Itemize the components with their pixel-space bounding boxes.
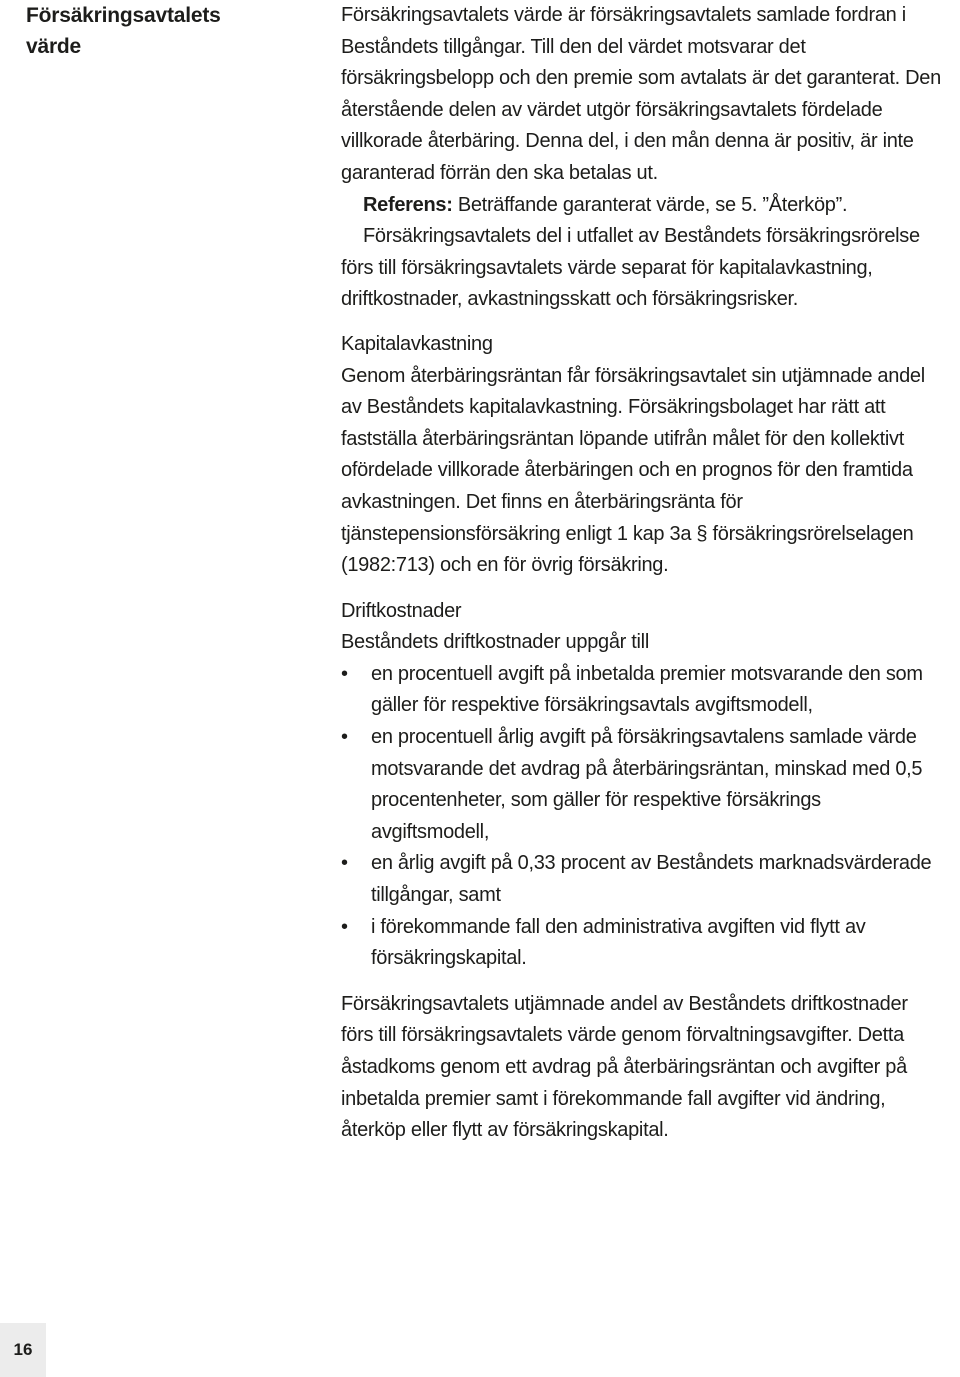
list-item-text: en årlig avgift på 0,33 procent av Beståndets marknadsvärderade tillgångar, samt [371,852,932,907]
reference-note [341,190,941,222]
paragraph-result-allocation: Försäkringsavtalets del i utfallet av Beståndets försäkringsrörelse förs till försäkringsavtalets värde separat för kapitalavkastning, driftkostnader, avkastningsskatt och försäkringsrisker. [341,225,920,311]
bullet-icon: • [341,662,348,685]
paragraph-capital-return: Genom återbäringsräntan får försäkringsavtalet sin utjämnade andel av Beståndets kapitalavkastning. Försäkringsbolaget har rätt att fastställa återbäringsräntan löpande utifrån målet för den kollektivt ofördelade villkorade återbäringen och en prognos för den framtida avkastningen. Det finns en återbäringsränta för tjänstepensionsförsäkring enligt 1 kap 3a § försäkringsrörelselagen (1982:713) och en för övrig försäkring. [341,364,925,577]
main-content [341,0,941,1147]
paragraph-costs-intro: Beståndets driftkostnader uppgår till [341,631,649,654]
list-item [341,848,941,911]
reference-label: Referens: [363,193,453,216]
paragraph-value-definition: Försäkringsavtalets värde är försäkringsavtalets samlade fordran i Beståndets tillgångar. Till den del värdet motsvarar det försäkringsbelopp och den premie som avtalats är det garanterat. Den återstående delen av värdet utgör försäkringsavtalets fördelade villkorade återbäring. Denna del, i den mån denna är positiv, är inte garanterad förrän den ska betalas ut. [341,4,941,184]
bullet-icon: • [341,915,348,938]
list-item-text: en procentuell avgift på inbetalda premier motsvarande den som gäller för respektive försäkringsavtals avgiftsmodell, [371,662,923,717]
bullet-icon: • [341,726,348,749]
list-item-text: i förekommande fall den administrativa avgiften vid flytt av försäkringskapital. [371,915,866,970]
list-item-text: en procentuell årlig avgift på försäkringsavtalens samlade värde motsvarande det avdrag på återbäringsräntan, minskad med 0,5 procentenheter, som gäller för respektive försäkrings avgiftsmodell, [371,726,923,843]
reference-text: Beträffande garanterat värde, se 5. ”Återköp”. [452,193,848,216]
fees-list [341,659,941,975]
section-title: Försäkringsavtalets värde [26,4,221,58]
list-item [341,722,941,848]
list-item [341,659,941,722]
page-number: 16 [0,1323,46,1377]
heading-capital-return: Kapitalavkastning [341,332,493,355]
bullet-icon: • [341,852,348,875]
paragraph-costs-closing: Försäkringsavtalets utjämnade andel av Beståndets driftkostnader förs till försäkringsavtalets värde genom förvaltningsavgifter. Detta åstadkoms genom ett avdrag på återbäringsräntan och avgifter på inbetalda premier samt i förekommande fall avgifter vid ändring, återköp eller flytt av försäkringskapital. [341,992,908,1142]
heading-operating-costs: Driftkostnader [341,599,462,622]
list-item [341,912,941,975]
